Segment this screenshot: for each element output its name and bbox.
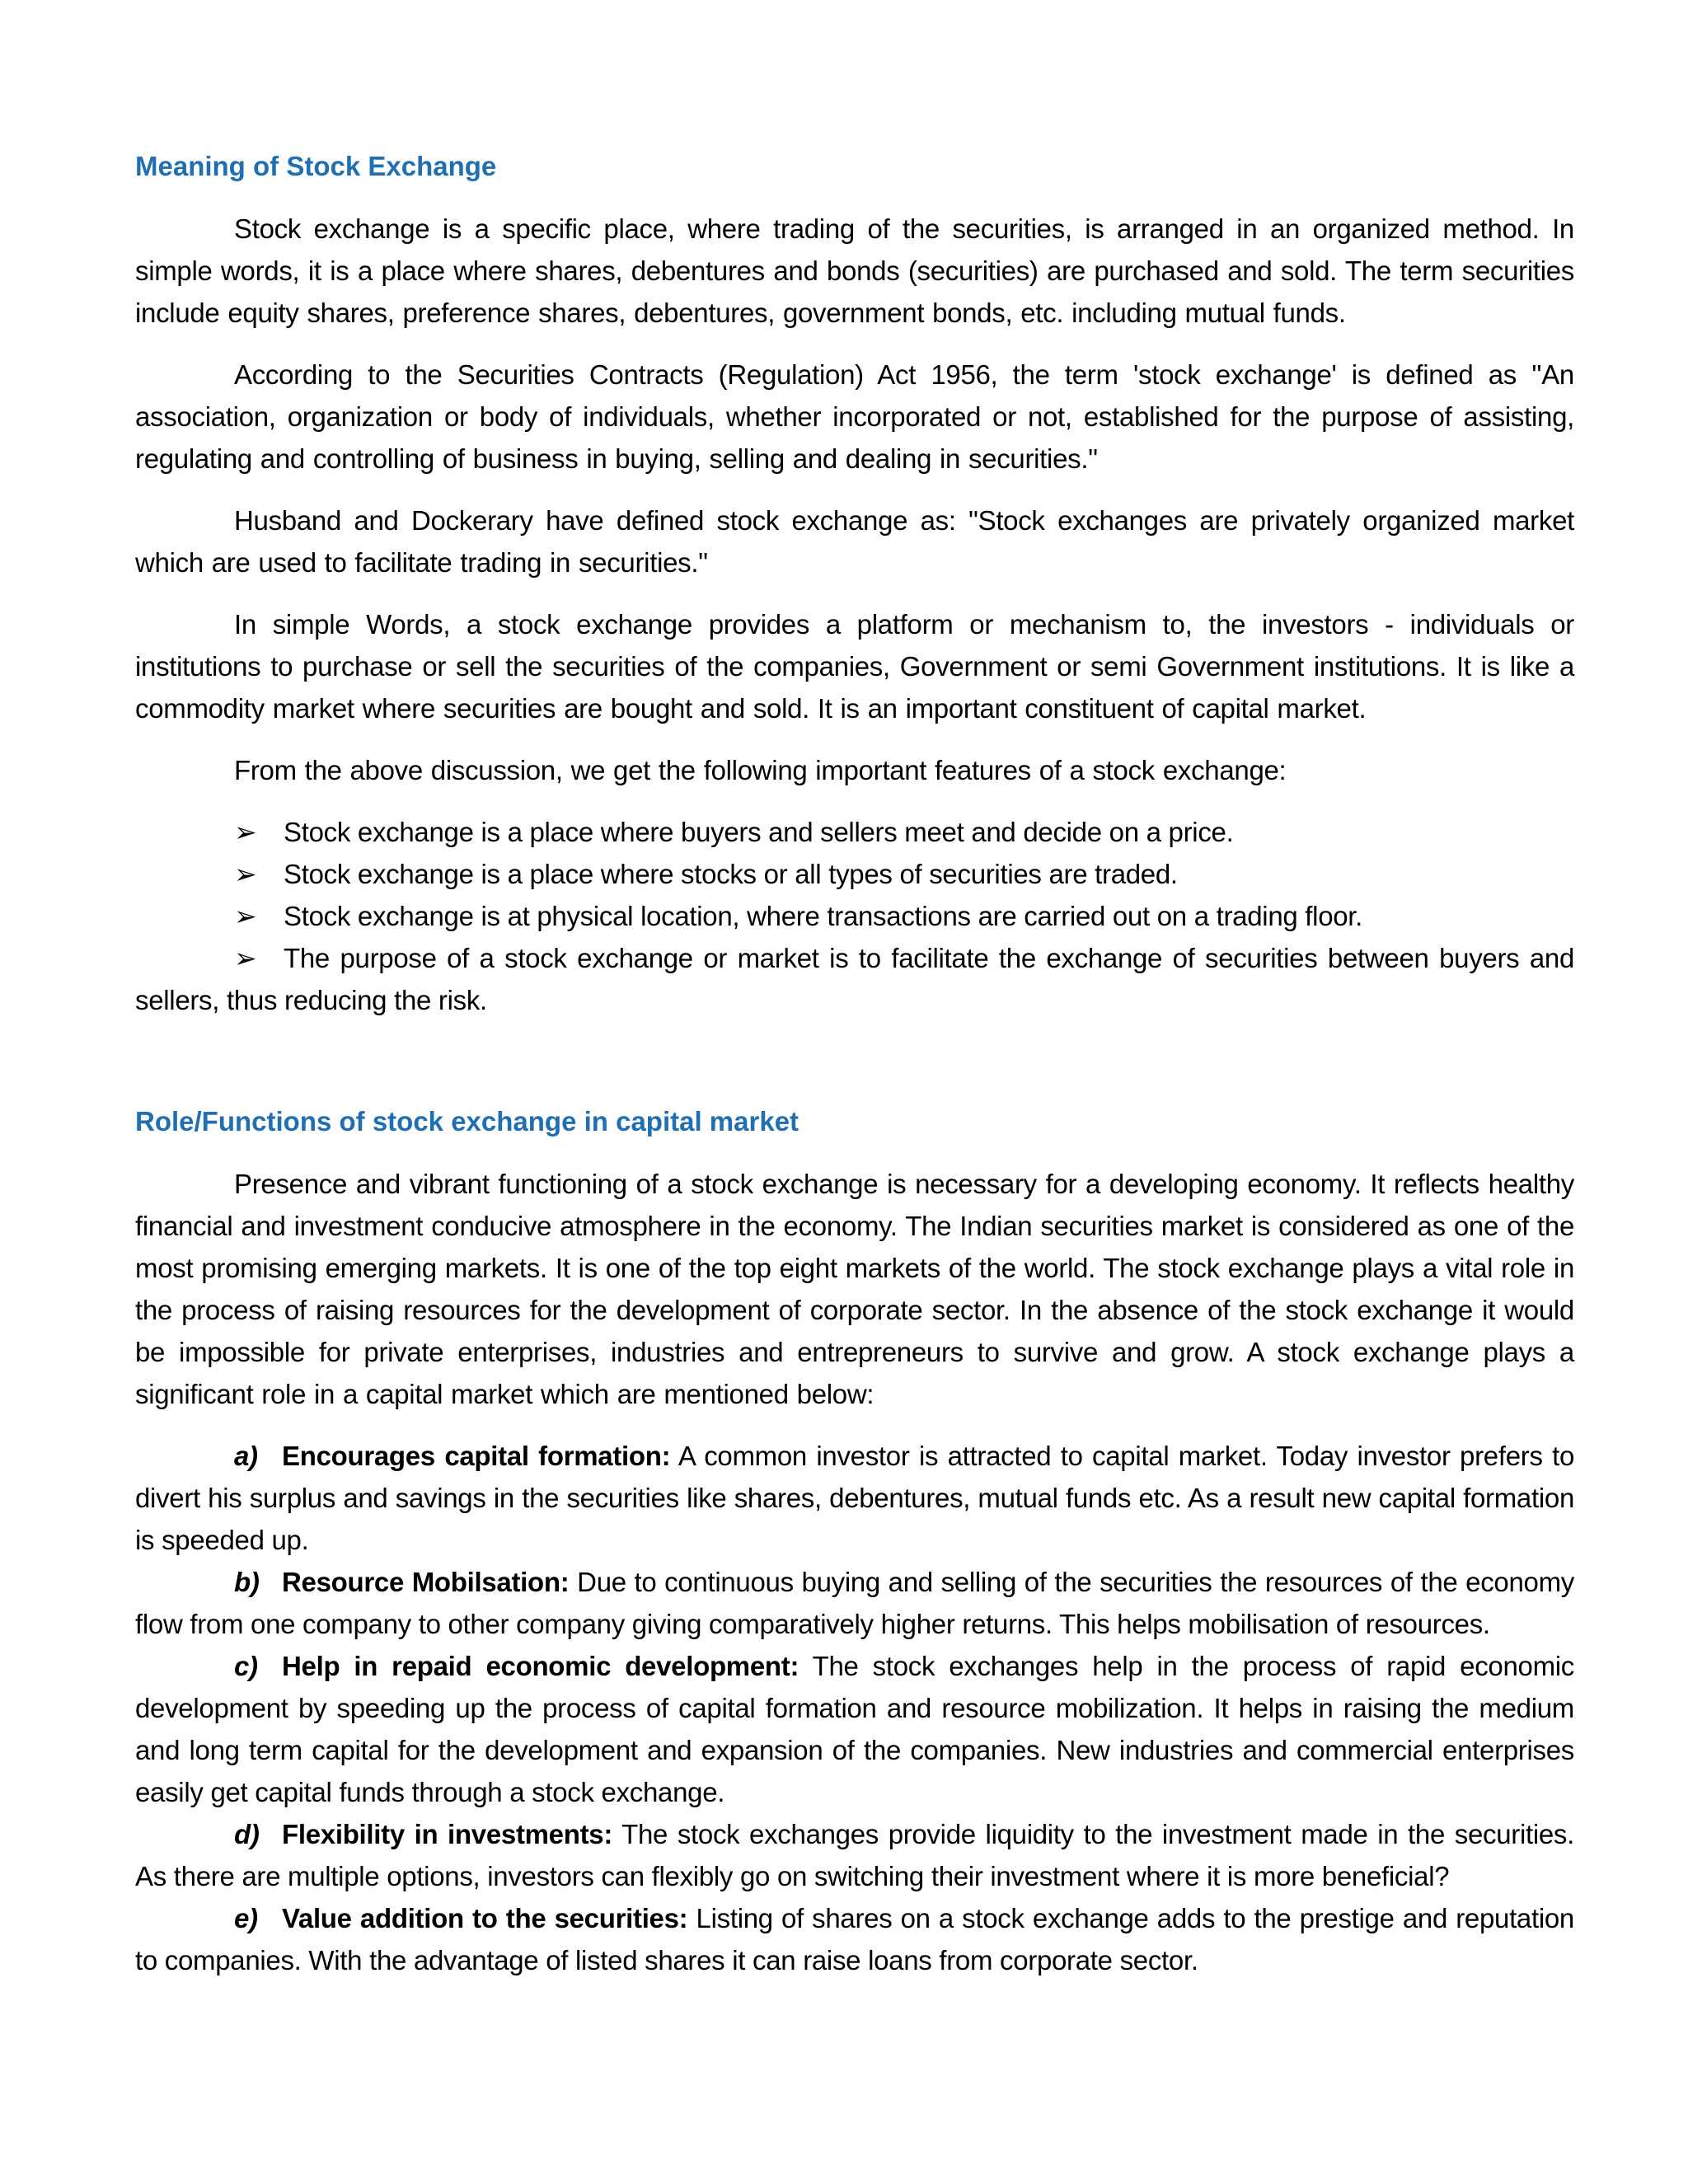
- item-letter: a): [234, 1441, 258, 1471]
- item-text: The stock exchanges provide liquidity to the investment made in the securities. As there are multiple options, investors can flexibly go on switching their investment where it is more beneficial?: [135, 1819, 1574, 1891]
- list-item: [135, 937, 1574, 1021]
- item-letter: c): [234, 1651, 258, 1681]
- paragraph-simple-words: In simple Words, a stock exchange provides a platform or mechanism to, the investors - individuals or institutions to purchase or sell the securities of the companies, Government or semi Government institutions. It is like a commodity market where securities are bought and sold. It is an important constituent of capital market.: [135, 609, 1574, 724]
- function-item: [135, 1435, 1574, 1561]
- paragraph-definition: Stock exchange is a specific place, where trading of the securities, is arranged in an organized method. In simple words, it is a place where shares, debentures and bonds (securities) are purchased and sold. The term securities include equity shares, preference shares, debentures, government bonds, etc. including mutual funds.: [135, 213, 1574, 328]
- function-item: [135, 1561, 1574, 1645]
- item-letter: e): [234, 1903, 258, 1933]
- arrow-bullet-icon: ➢: [234, 817, 257, 847]
- item-letter: b): [234, 1567, 260, 1597]
- section-spacer: [135, 1021, 1574, 1104]
- list-item-text: Stock exchange is a place where buyers and sellers meet and decide on a price.: [284, 817, 1234, 847]
- functions-list: [135, 1435, 1574, 1981]
- item-term: Encourages capital formation:: [282, 1441, 671, 1471]
- paragraph-role-intro: Presence and vibrant functioning of a stock exchange is necessary for a developing economy. It reflects healthy financial and investment conducive atmosphere in the economy. The Indian securities market is considered as one of the most promising emerging markets. It is one of the top eight markets of the world. The stock exchange plays a vital role in the process of raising resources for the development of corporate sector. In the absence of the stock exchange it would be impossible for private enterprises, industries and entrepreneurs to survive and grow. A stock exchange plays a significant role in a capital market which are mentioned below:: [135, 1169, 1574, 1409]
- function-item: [135, 1645, 1574, 1813]
- paragraph-features-intro: From the above discussion, we get the following important features of a stock exchange:: [234, 755, 1287, 785]
- paragraph-husband-dockerary: Husband and Dockerary have defined stock exchange as: "Stock exchanges are privately organized market which are used to facilitate trading in securities.": [135, 505, 1574, 578]
- item-text: The stock exchanges help in the process of rapid economic development by speeding up the process of capital formation and resource mobilization. It helps in raising the medium and long term capital for the development and expansion of the companies. New industries and commercial enterprises easily get capital funds through a stock exchange.: [135, 1651, 1574, 1807]
- list-item-text: Stock exchange is at physical location, where transactions are carried out on a trading floor.: [284, 901, 1363, 931]
- features-list: [135, 811, 1574, 1021]
- item-letter: d): [234, 1819, 260, 1849]
- function-item: [135, 1813, 1574, 1897]
- list-item: [135, 811, 1574, 853]
- list-item: [135, 895, 1574, 937]
- paragraph-act-definition: According to the Securities Contracts (Regulation) Act 1956, the term 'stock exchange' is defined as ''An association, organization or body of individuals, whether incorporated or not, established for the purpose of assisting, regulating and controlling of business in buying, selling and dealing in securities.": [135, 359, 1574, 474]
- item-text: Listing of shares on a stock exchange adds to the prestige and reputation to companies. With the advantage of listed shares it can raise loans from corporate sector.: [135, 1903, 1574, 1975]
- arrow-bullet-icon: ➢: [234, 859, 257, 889]
- item-text: A common investor is attracted to capital market. Today investor prefers to divert his surplus and savings in the securities like shares, debentures, mutual funds etc. As a result new capital formation is speeded up.: [135, 1441, 1574, 1555]
- section-heading-meaning: Meaning of Stock Exchange: [135, 151, 497, 181]
- list-item-text: The purpose of a stock exchange or market is to facilitate the exchange of securities between buyers and sellers, thus reducing the risk.: [135, 943, 1574, 1015]
- item-text: Due to continuous buying and selling of the securities the resources of the economy flow from one company to other company giving comparatively higher returns. This helps mobilisation of resources.: [135, 1567, 1574, 1639]
- arrow-bullet-icon: ➢: [234, 943, 257, 973]
- function-item: [135, 1897, 1574, 1981]
- section-heading-role-functions: Role/Functions of stock exchange in capital market: [135, 1106, 799, 1137]
- document-page: [135, 148, 1574, 1981]
- item-term: Value addition to the securities:: [282, 1903, 688, 1933]
- list-item: [135, 853, 1574, 895]
- item-term: Flexibility in investments:: [282, 1819, 613, 1849]
- arrow-bullet-icon: ➢: [234, 901, 257, 931]
- item-term: Help in repaid economic development:: [282, 1651, 799, 1681]
- list-item-text: Stock exchange is a place where stocks or all types of securities are traded.: [284, 859, 1178, 889]
- item-term: Resource Mobilsation:: [282, 1567, 570, 1597]
